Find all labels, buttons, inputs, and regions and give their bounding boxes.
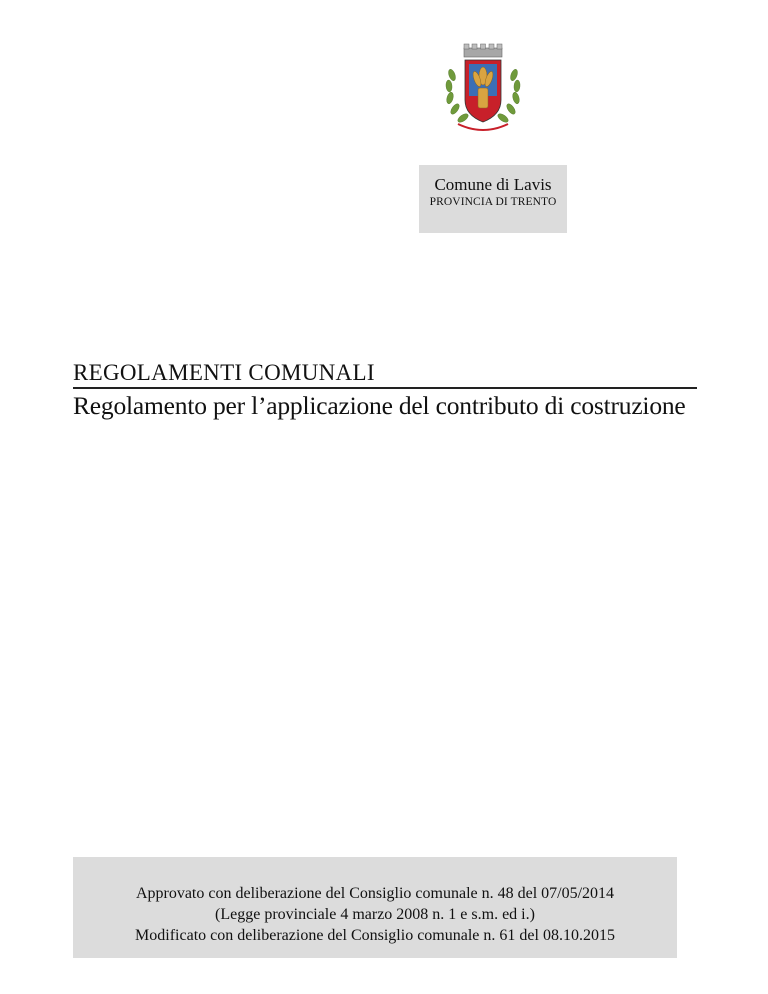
legal-reference-line: (Legge provinciale 4 marzo 2008 n. 1 e s.m. ed i.)	[215, 906, 535, 923]
approval-box	[73, 857, 677, 958]
province-name: PROVINCIA DI TRENTO	[429, 196, 557, 208]
approval-line: Approvato con deliberazione del Consiglio comunale n. 48 del 07/05/2014	[135, 885, 615, 902]
document-series: REGOLAMENTI COMUNALI	[73, 360, 375, 385]
document-title: Regolamento per l’applicazione del contributo di costruzione	[73, 391, 686, 420]
title-divider	[73, 387, 697, 389]
municipality-box	[419, 165, 567, 233]
modification-line: Modificato con deliberazione del Consiglio comunale n. 61 del 08.10.2015	[135, 927, 615, 944]
municipal-coat-of-arms-icon	[438, 40, 528, 140]
municipality-name: Comune di Lavis	[434, 175, 552, 194]
